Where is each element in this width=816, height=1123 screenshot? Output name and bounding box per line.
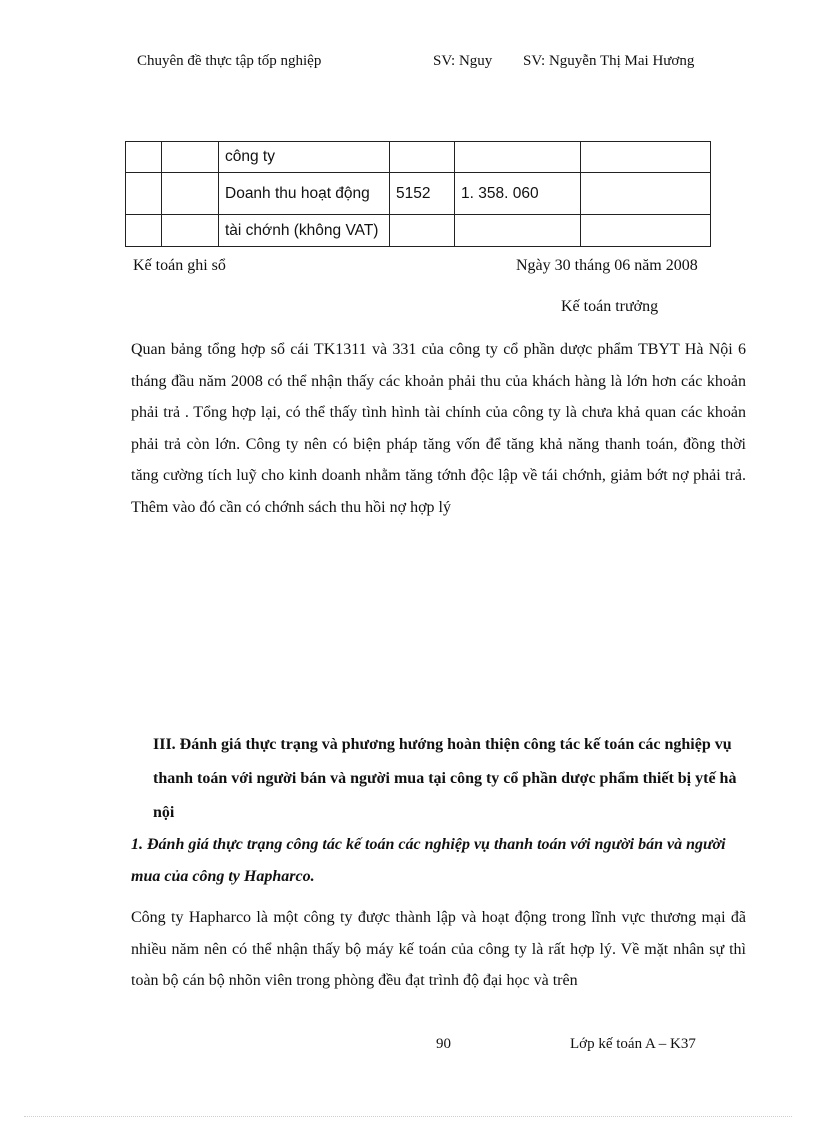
page-bottom-divider bbox=[24, 1116, 792, 1117]
body-paragraph-summary: Quan bảng tổng hợp sổ cái TK1311 và 331 của công ty cổ phần dược phẩm TBYT Hà Nội 6 tháng đầu năm 2008 có thể nhận thấy các khoản phải thu của khách hàng là lớn hơn các khoản phải trả . Tổng hợp lại, có thể thấy tình hình tài chính của công ty là chưa khả quan các khoản phải trả còn lớn. Công ty nên có biện pháp tăng vốn để tăng khả năng thanh toán, đồng thời tăng cường tích luỹ cho kinh doanh nhằm tăng tớnh độc lập về tái chớnh, giảm bớt nợ phải trả. Thêm vào đó cần có chớnh sách thu hồi nợ hợp lý bbox=[131, 341, 746, 516]
table-row bbox=[126, 215, 711, 247]
table-cell: Doanh thu hoạt động bbox=[219, 173, 390, 215]
table-cell bbox=[126, 142, 162, 173]
table-cell: 1. 358. 060 bbox=[455, 173, 581, 215]
ledger-table bbox=[125, 141, 711, 247]
table-cell bbox=[390, 142, 455, 173]
footer-class: Lớp kế toán A – K37 bbox=[570, 1036, 696, 1052]
signature-chief-accountant: Kế toán trưởng bbox=[561, 298, 659, 315]
table-row bbox=[126, 142, 711, 173]
header-title: Chuyên đề thực tập tốp nghiệp bbox=[137, 53, 322, 69]
body-paragraph-assessment: Công ty Hapharco là một công ty được thành lập và hoạt động trong lĩnh vực thương mại đã nhiều năm nên có thể nhận thấy bộ máy kế toán của công ty là rất hợp lý. Về mặt nhân sự thì toàn bộ cán bộ nhõn viên trong phòng đều đạt trình độ đại học và trên bbox=[131, 909, 746, 990]
table-cell bbox=[162, 173, 219, 215]
header-student-truncated: SV: Nguy bbox=[433, 53, 493, 69]
header-student: SV: Nguyễn Thị Mai Hương bbox=[523, 53, 695, 69]
page-number: 90 bbox=[436, 1036, 451, 1052]
table-cell: tài chớnh (không VAT) bbox=[219, 215, 390, 247]
table-cell bbox=[581, 173, 711, 215]
table-cell bbox=[581, 215, 711, 247]
table-cell bbox=[455, 215, 581, 247]
table-cell bbox=[581, 142, 711, 173]
subsection-heading: 1. Đánh giá thực trạng công tác kế toán các nghiệp vụ thanh toán với người bán và người mua của công ty Hapharco. bbox=[131, 836, 726, 885]
table-cell bbox=[390, 215, 455, 247]
section-heading: III. Đánh giá thực trạng và phương hướng hoàn thiện công tác kế toán các nghiệp vụ thanh toán với người bán và người mua tại công ty cổ phần dược phẩm thiết bị ytế hà nội bbox=[153, 736, 737, 821]
table-cell bbox=[162, 142, 219, 173]
table-cell bbox=[126, 215, 162, 247]
table-row bbox=[126, 173, 711, 215]
table-cell: công ty bbox=[219, 142, 390, 173]
signature-bookkeeper: Kế toán ghi sổ bbox=[133, 257, 226, 274]
table-cell bbox=[162, 215, 219, 247]
signature-date: Ngày 30 tháng 06 năm 2008 bbox=[516, 257, 698, 274]
table-cell bbox=[126, 173, 162, 215]
table-cell: 5152 bbox=[390, 173, 455, 215]
table-cell bbox=[455, 142, 581, 173]
